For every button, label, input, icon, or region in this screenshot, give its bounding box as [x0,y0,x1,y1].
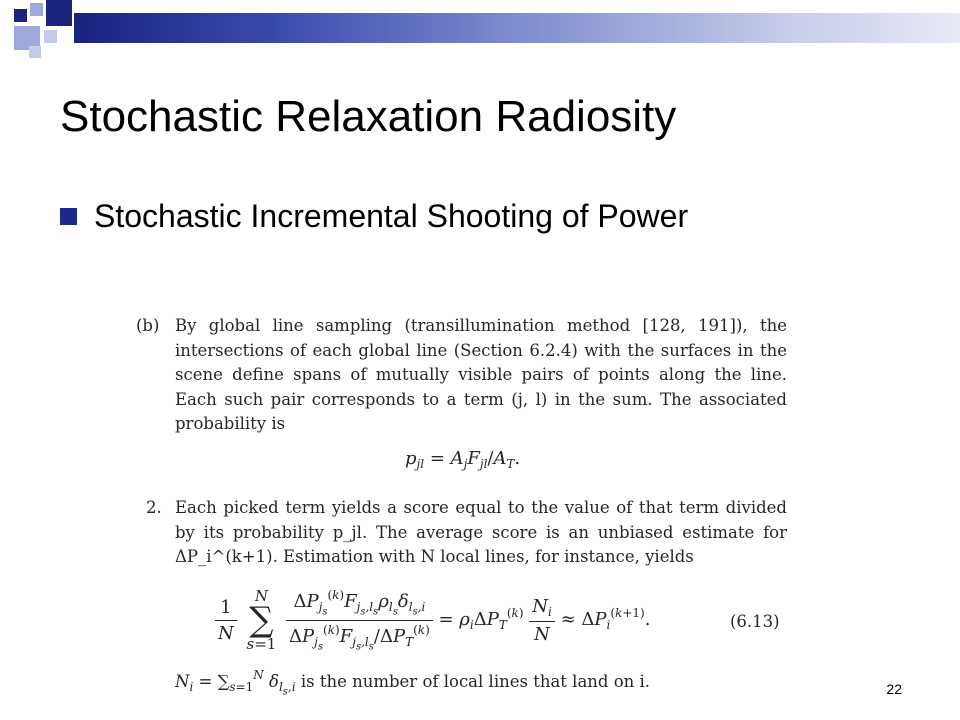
closing-line: $N_i = \sum_{s=1}^N$ $\delta_{l_s,i}$ is the number of local lines that land on i. [175,668,651,698]
slide-title: Stochastic Relaxation Radiosity [60,92,677,141]
header-square-light-3 [44,30,57,43]
header-square-dark-1 [14,9,27,22]
item-2-text: Each picked term yields a score equal to the value of that term divided by its probability p_jl. The average score is an unbiased estimate for ΔP_i^(k+1). Estimation with N local lines, for instance, yields [175,498,787,566]
equation-number: (6.13) [730,612,780,631]
bullet-item [60,198,688,235]
page-number: 22 [886,681,902,697]
header-square-light-4 [29,46,41,58]
item-2-label: 2. [146,498,162,517]
header-square-light-1 [30,3,43,16]
header-gradient-bar [74,13,960,43]
scanned-excerpt [110,300,810,705]
item-b-text: By global line sampling (transillumination method [128, 191]), the intersections of each global line (Section 6.2.4) with the surfaces in the scene define spans of mutually visible pairs of points along the line. Each such pair corresponds to a term (j, l) in the sum. The associated probability is [175,316,787,433]
bullet-square-icon [60,208,77,225]
bullet-text: Stochastic Incremental Shooting of Power [94,198,689,234]
item-b-label: (b) [136,316,160,335]
closing-text: is the number of local lines that land on i. [300,672,651,691]
probability-equation: $p_{jl} = A_jF_{jl}/A_T$. [405,448,521,471]
estimator-equation: $\frac{1}{N}$ N ∑ s=1 $\frac{\Delta P_{j_s}^{(k)}F_{j_s,l_s}\rho_{l_s}\delta_{l_s,i}}{\Delta P_{j_s}^{(k)}F_{j_s,l_s}/\Delta P_T^{(k)}}$ = $\rho_i\Delta P_T^{(k)}$ $\frac{N_i}{N}$ ≈ $\Delta P_i^{(k+1)}$. [215,588,650,652]
header-square-dark-2 [46,0,72,26]
